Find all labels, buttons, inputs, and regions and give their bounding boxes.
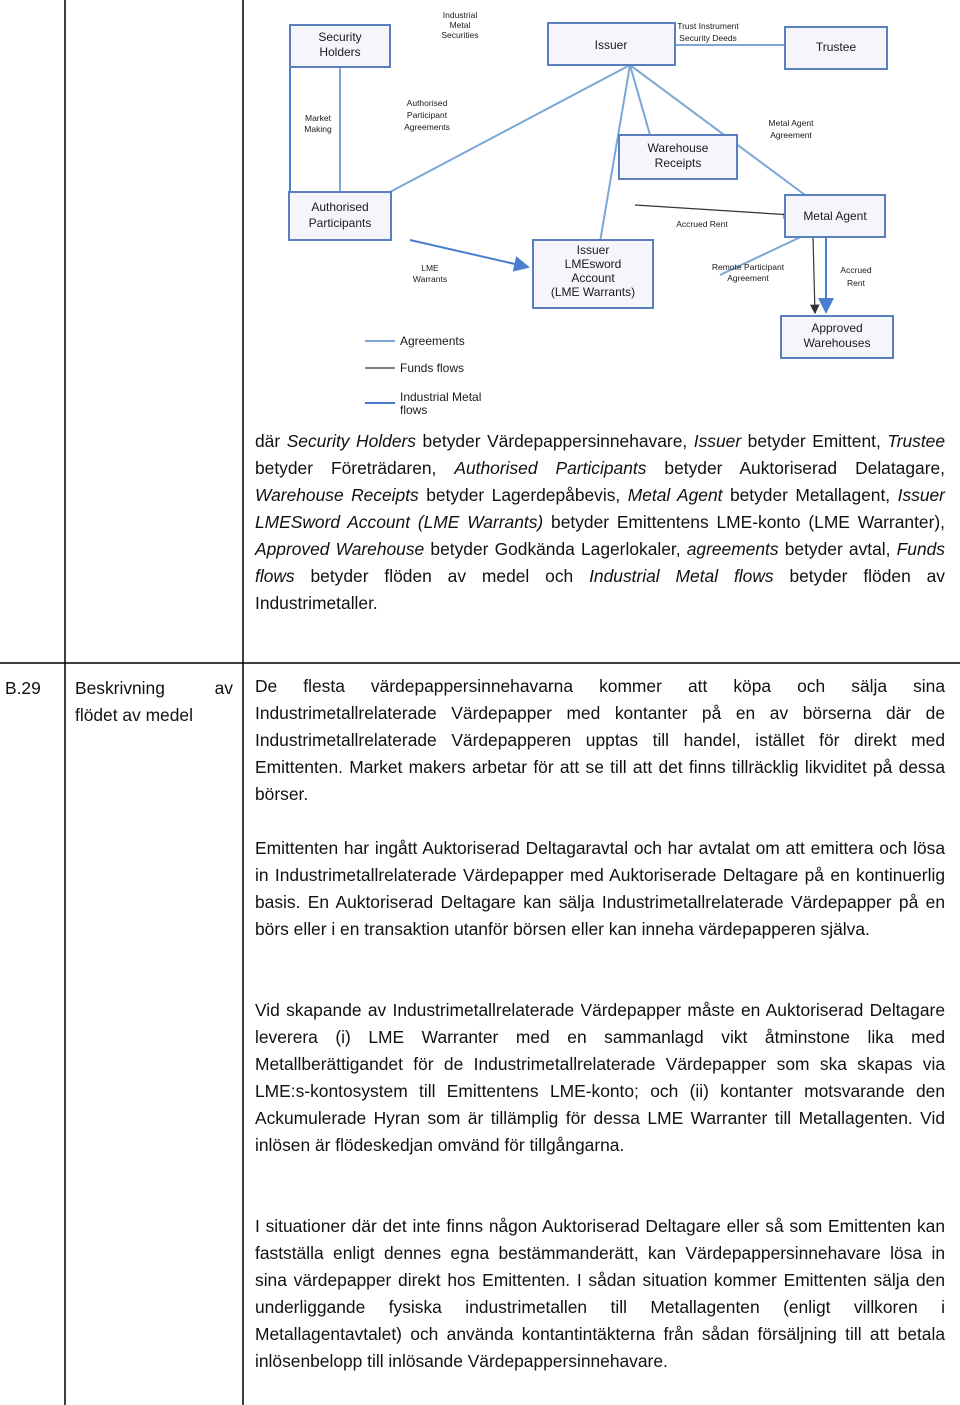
paragraph-3: Vid skapande av Industrimetallrelaterade Värdepapper måste en Auktoriserad Deltagare leverera (i) LME Warranter med en sammanlagd vikt åtminstone lika med Metallberättigandet för de Industrimetallrelaterade Värdepapper som ska skapas via LME:s-kontosystem till Emittentens LME-konto; och (ii) kontanter motsvarande den Ackumulerade Hyran som är tillämplig för dessa LME Warranter till Metallagenten. Vid inlösen är flödeskedjan omvänd för tillgångarna.	[255, 1000, 945, 1155]
svg-text:(LME Warrants): (LME Warrants)	[550, 285, 636, 299]
svg-text:Funds flows: Funds flows	[400, 361, 465, 375]
svg-text:Warehouses: Warehouses	[803, 336, 871, 350]
svg-text:LMEsword: LMEsword	[564, 257, 622, 271]
legend	[365, 334, 481, 417]
svg-text:Industrial Metal: Industrial Metal	[400, 390, 482, 404]
label-trust-instrument	[677, 21, 739, 43]
svg-text:Remote Participant: Remote Participant	[711, 262, 785, 272]
label-ap-agreements	[404, 98, 450, 132]
svg-text:flows: flows	[400, 403, 428, 417]
section-title: Beskrivning av flödet av medel	[75, 678, 233, 725]
svg-text:Receipts: Receipts	[654, 156, 702, 170]
svg-text:Authorised: Authorised	[311, 200, 369, 214]
legend-explanation: där Security Holders betyder Värdepappersinnehavare, Issuer betyder Emittent, Trustee betyder Företrädaren, Authorised Participants betyder Auktoriserad Delatagare, Warehouse Receipts betyder Lagerdepåbevis, Metal Agent betyder Metallagent, Issuer LMESword Account (LME Warrants) betyder Emittentens LME-konto (LME Warranter), Approved Warehouse betyder Godkända Lagerlokaler, agreements betyder avtal, Funds flows betyder flöden av medel och Industrial Metal flows betyder flöden av Industrimetaller.	[255, 431, 946, 613]
svg-text:Securities: Securities	[441, 30, 479, 40]
svg-text:Making: Making	[304, 124, 332, 134]
node-issuer-account	[533, 240, 653, 308]
svg-text:Metal: Metal	[449, 20, 471, 30]
paragraph-2: Emittenten har ingått Auktoriserad Deltagaravtal och har avtalat om att emittera och lösa in Industrimetallrelaterade Värdepapper med Auktoriserade Deltagare på en kontinuerlig basis. En Auktoriserad Deltagare kan sälja Industrimetallrelaterade Värdepapper på en börs eller i en transaktion utanför börsen eller kan inneha värdepapperen själva.	[255, 838, 945, 939]
svg-text:Metal Agent: Metal Agent	[768, 118, 814, 128]
node-approved-warehouses	[781, 316, 893, 358]
paragraph-4: I situationer där det inte finns någon Auktoriserad Deltagare eller så som Emittenten kan fastställa enligt dennes egna bestämmanderätt, kan Värdepappersinnehavare lösa in sina värdepapper direkt hos Emittenten. I sådan situation kommer Emittenten sälja den underliggande fysiska industrimetallen till Metallagenten (enligt villkoren i Metallagentavtalet) och använda kontantintäkterna från sådan försäljning till att betala inlösenbelopp till inlösande Värdepappersinnehavare.	[255, 1216, 945, 1371]
svg-text:Participants: Participants	[308, 216, 372, 230]
svg-text:Agreements: Agreements	[404, 122, 450, 132]
svg-text:Market: Market	[305, 113, 331, 123]
svg-text:Issuer: Issuer	[576, 243, 610, 257]
label-accrued-rent-2	[840, 265, 871, 288]
svg-text:Trust Instrument: Trust Instrument	[677, 21, 739, 31]
label-remote-participant-agreement	[712, 262, 785, 283]
svg-text:Approved: Approved	[811, 321, 863, 335]
label-market-making	[304, 113, 332, 134]
node-security-holders	[290, 25, 390, 67]
label-metal-agent-agreement	[769, 118, 815, 140]
flow-diagram	[270, 5, 960, 420]
node-authorised-participants	[289, 192, 391, 240]
svg-text:Metal Agent: Metal Agent	[803, 209, 867, 223]
svg-text:Agreements: Agreements	[400, 334, 465, 348]
node-issuer	[548, 23, 675, 65]
svg-text:Participant: Participant	[406, 110, 448, 120]
svg-text:Agreement: Agreement	[727, 273, 769, 283]
section-id: B.29	[5, 678, 41, 698]
label-accrued-rent: Accrued Rent	[676, 219, 728, 229]
svg-text:Account: Account	[571, 271, 615, 285]
svg-text:Security: Security	[318, 30, 362, 44]
node-warehouse-receipts	[619, 135, 737, 179]
svg-text:Holders: Holders	[319, 45, 361, 59]
node-metal-agent	[785, 195, 885, 237]
svg-text:Security Deeds: Security Deeds	[679, 33, 737, 43]
svg-text:Agreement: Agreement	[770, 130, 812, 140]
svg-text:Accrued: Accrued	[840, 265, 872, 275]
svg-text:Warehouse: Warehouse	[647, 141, 709, 155]
svg-text:Warrants: Warrants	[412, 274, 448, 284]
svg-text:Rent: Rent	[847, 278, 865, 288]
svg-text:Industrial: Industrial	[442, 10, 478, 20]
paragraph-1: De flesta värdepappersinnehavarna kommer att köpa och sälja sina Industrimetallrelaterade Värdepapper med kontanter på en av börserna där de Industrimetallrelaterade Värdepapperen upptas till handel, istället för direkt med Emittenten. Market makers arbetar för att se till att det finns tillräcklig likviditet på dessa börser.	[255, 676, 945, 804]
svg-text:Trustee: Trustee	[815, 40, 857, 54]
svg-text:Issuer: Issuer	[594, 38, 628, 52]
label-lme-warrants	[413, 263, 447, 284]
label-industrial-metal-securities	[441, 10, 478, 40]
svg-text:LME: LME	[421, 263, 439, 273]
svg-text:Authorised: Authorised	[406, 98, 448, 108]
node-trustee	[785, 27, 887, 69]
